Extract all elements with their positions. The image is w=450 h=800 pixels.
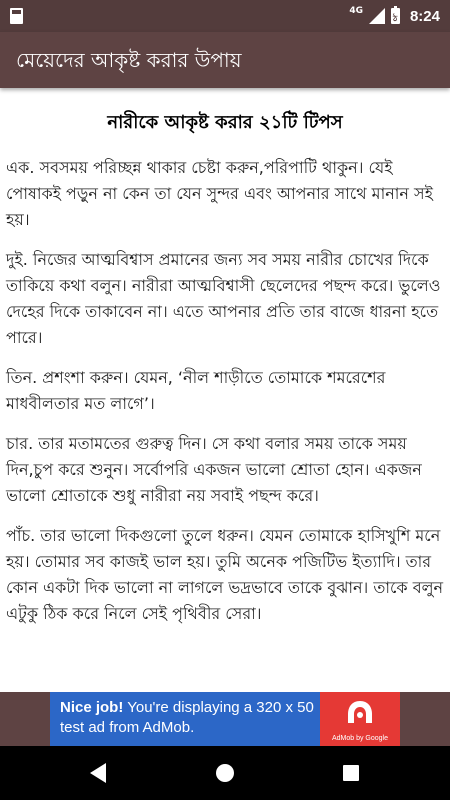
signal-icon [369,8,385,24]
admob-logo [320,692,400,746]
admob-mark-icon [344,698,376,726]
article-paragraph: পাঁচ. তার ভালো দিকগুলো তুলে ধরুন। যেমন তোমাকে হাসিখুশি মনে হয়। তোমার সব কাজই ভাল হয়। তুমি অনেক পজিটিভ ইত্যাদি। তার কোন একটা দিক ভালো না লাগলে ভদ্রভাবে তাকে বুঝান। তাকে বলুন এটুকু ঠিক করে নিলে সেই পৃথিবীর সেরা। [6,526,444,623]
ad-text [60,698,320,738]
recent-apps-icon[interactable] [338,760,364,786]
sd-card-icon [10,8,23,24]
back-icon[interactable] [86,760,112,786]
ad-text-bold: Nice job! [60,699,124,716]
admob-caption: AdMob by Google [331,735,389,742]
ad-text-body: You're displaying a 320 x 50 test ad from AdMob. [60,699,314,736]
app-bar [0,32,450,88]
navigation-bar [0,746,450,800]
clock: 8:24 [409,7,440,25]
status-bar [0,0,450,32]
article-scroll-view[interactable] [0,88,450,692]
ad-container [0,692,450,746]
article-heading: নারীকে আকৃষ্ট করার ২১টি টিপস [107,112,343,133]
status-icons [349,0,440,32]
article-paragraph: দুই. নিজের আত্মবিশ্বাস প্রমানের জন্য সব সময় নারীর চোখের দিকে তাকিয়ে কথা বলুন। নারীরা আত্মবিশ্বাসী ছেলেদের পছন্দ করে। ভুলেও দেহের দিকে তাকাবেন না। এতে আপনার প্রতি তার বাজে ধারনা হতে পারে। [6,250,441,347]
article-paragraph: তিন. প্রশংশা করুন। যেমন, ‘নীল শাড়ীতে তোমাকে শমরেশের মাধবীলতার মত লাগে’। [6,368,386,413]
battery-icon [391,8,400,24]
network-type: 4G [349,6,363,16]
home-icon[interactable] [212,760,238,786]
admob-test-ad-banner[interactable] [50,692,400,746]
app-title: মেয়েদের আকৃষ্ট করার উপায় [16,48,242,72]
article-paragraph: এক. সবসময় পরিচ্ছন্ন থাকার চেষ্টা করুন,পরিপাটি থাকুন। যেই পোষাকই পড়ুন না কেন তা যেন সুন্দর এবং আপনার সাথে মানান সই হয়। [6,158,433,229]
article-paragraph: চার. তার মতামতের গুরুত্ব দিন। সে কথা বলার সময় তাকে সময় দিন,চুপ করে শুনুন। সর্বোপরি একজন ভালো শ্রোতা হোন। একজন ভালো শ্রোতাকে শুধু নারীরা নয় সবাই পছন্দ করে। [6,434,422,505]
battery-charging-label: ঠ [392,14,398,23]
